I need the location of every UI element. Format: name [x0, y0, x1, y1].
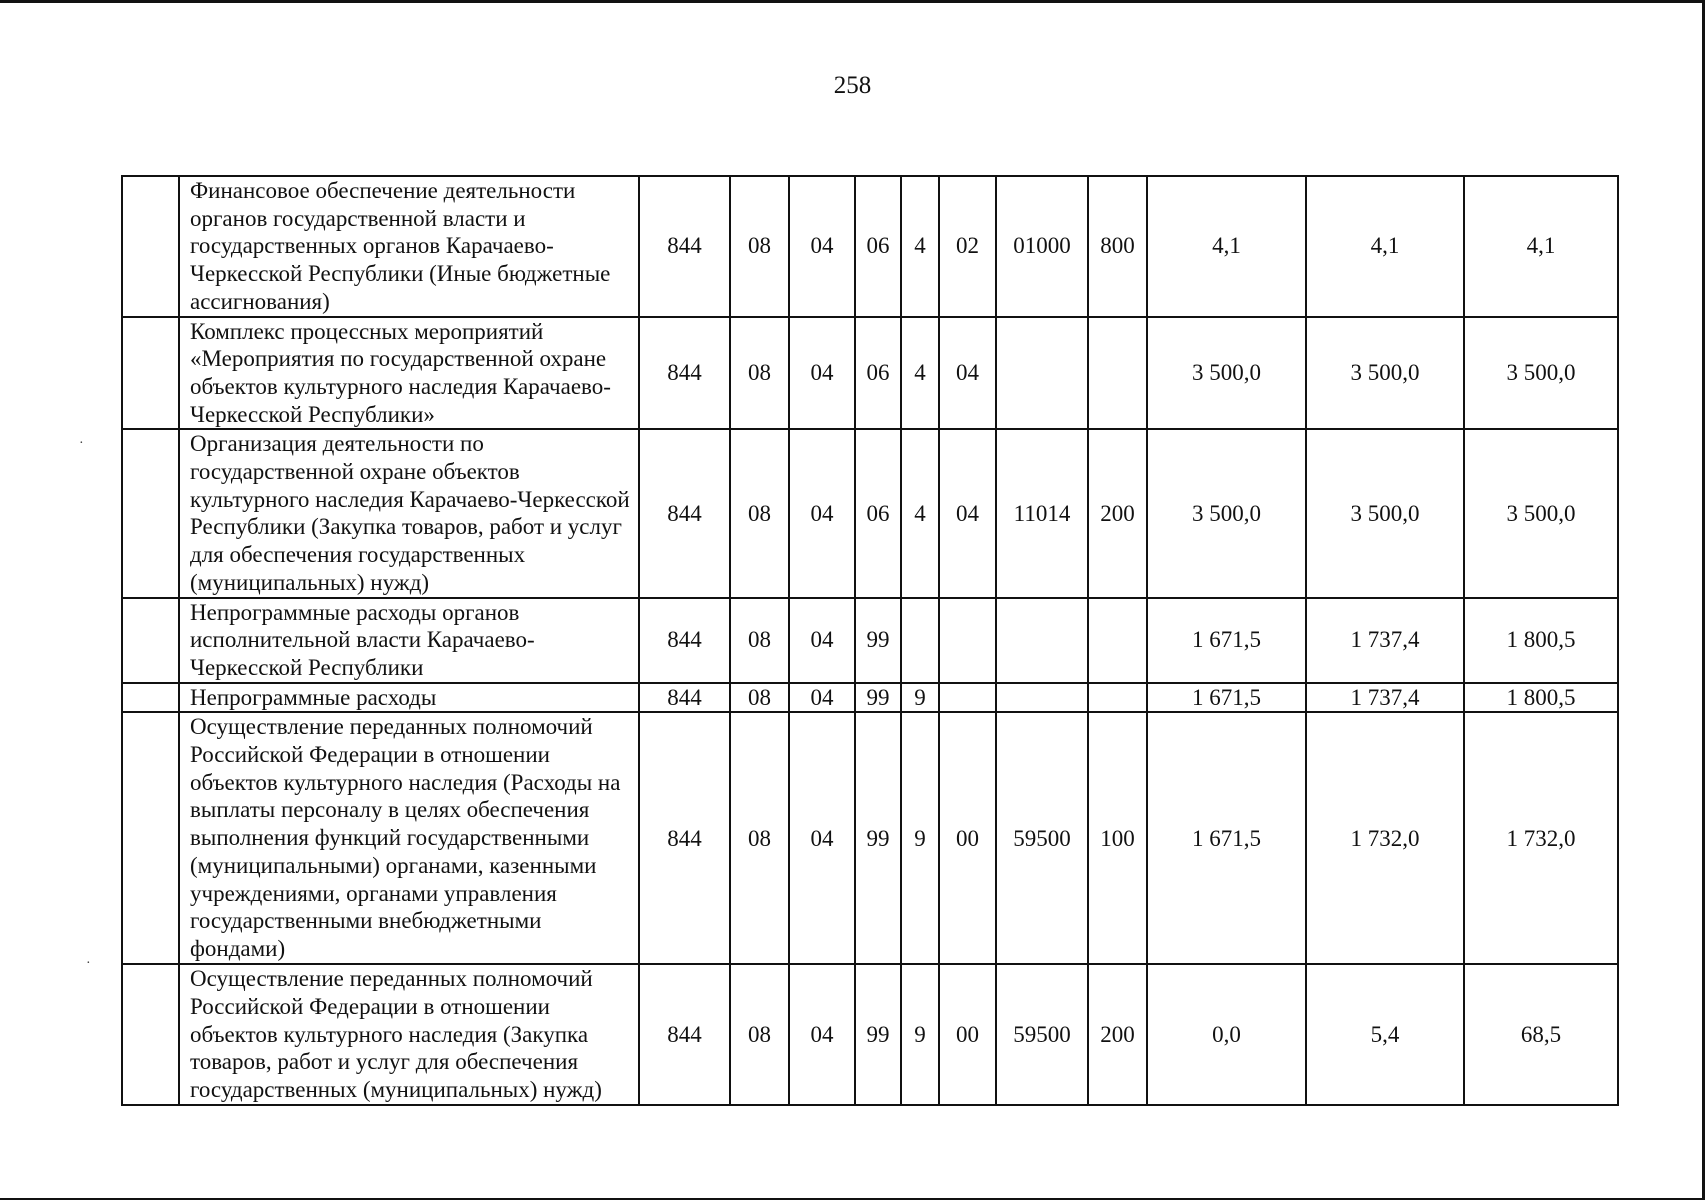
direction-code: 59500	[996, 964, 1088, 1105]
direction-code: 59500	[996, 712, 1088, 964]
program-code: 06	[855, 176, 901, 317]
expense-type-code: 100	[1088, 712, 1147, 964]
group-code: 04	[939, 317, 996, 430]
subsection-code: 04	[789, 683, 855, 713]
amount-year-1: 3 500,0	[1147, 317, 1306, 430]
ved-code: 844	[639, 683, 730, 713]
ved-code: 844	[639, 598, 730, 683]
amount-year-2: 1 732,0	[1306, 712, 1464, 964]
subprogram-code: 4	[901, 317, 939, 430]
subprogram-code	[901, 598, 939, 683]
direction-code: 01000	[996, 176, 1088, 317]
table-row	[122, 598, 1618, 683]
section-code: 08	[730, 683, 789, 713]
program-code: 99	[855, 712, 901, 964]
section-code: 08	[730, 712, 789, 964]
margin-mark: ·	[79, 436, 84, 451]
amount-year-2: 3 500,0	[1306, 317, 1464, 430]
subsection-code: 04	[789, 176, 855, 317]
row-number-cell	[122, 712, 179, 964]
section-code: 08	[730, 598, 789, 683]
subprogram-code: 4	[901, 429, 939, 597]
expense-name: Непрограммные расходы	[179, 683, 639, 713]
subprogram-code: 9	[901, 964, 939, 1105]
table-row	[122, 176, 1618, 317]
amount-year-1: 3 500,0	[1147, 429, 1306, 597]
subprogram-code: 4	[901, 176, 939, 317]
amount-year-2: 5,4	[1306, 964, 1464, 1105]
amount-year-1: 1 671,5	[1147, 712, 1306, 964]
program-code: 99	[855, 964, 901, 1105]
ved-code: 844	[639, 429, 730, 597]
program-code: 06	[855, 429, 901, 597]
amount-year-1: 1 671,5	[1147, 598, 1306, 683]
group-code: 00	[939, 712, 996, 964]
section-code: 08	[730, 429, 789, 597]
subprogram-code: 9	[901, 683, 939, 713]
margin-mark: ·	[86, 956, 91, 971]
direction-code	[996, 598, 1088, 683]
expense-type-code	[1088, 598, 1147, 683]
expense-name: Непрограммные расходы органов исполнительной власти Карачаево-Черкесской Республики	[179, 598, 639, 683]
group-code: 02	[939, 176, 996, 317]
subsection-code: 04	[789, 712, 855, 964]
table-row	[122, 317, 1618, 430]
program-code: 99	[855, 683, 901, 713]
page-number: 258	[833, 72, 872, 99]
expense-name: Комплекс процессных мероприятий «Мероприятия по государственной охране объектов культурного наследия Карачаево-Черкесской Республики»	[179, 317, 639, 430]
amount-year-1: 4,1	[1147, 176, 1306, 317]
row-number-cell	[122, 176, 179, 317]
group-code	[939, 683, 996, 713]
direction-code	[996, 683, 1088, 713]
subsection-code: 04	[789, 964, 855, 1105]
section-code: 08	[730, 964, 789, 1105]
ved-code: 844	[639, 176, 730, 317]
subprogram-code: 9	[901, 712, 939, 964]
table-row	[122, 683, 1618, 713]
table-row	[122, 712, 1618, 964]
expense-type-code	[1088, 317, 1147, 430]
row-number-cell	[122, 429, 179, 597]
expense-type-code	[1088, 683, 1147, 713]
program-code: 06	[855, 317, 901, 430]
expense-name: Финансовое обеспечение деятельности органов государственной власти и государственных органов Карачаево-Черкесской Республики (Иные бюджетные ассигнования)	[179, 176, 639, 317]
direction-code	[996, 317, 1088, 430]
amount-year-2: 1 737,4	[1306, 598, 1464, 683]
amount-year-3: 1 800,5	[1464, 683, 1618, 713]
table-row	[122, 429, 1618, 597]
direction-code: 11014	[996, 429, 1088, 597]
ved-code: 844	[639, 964, 730, 1105]
group-code: 00	[939, 964, 996, 1105]
expense-name: Осуществление переданных полномочий Российской Федерации в отношении объектов культурного наследия (Расходы на выплаты персоналу в целях обеспечения выполнения функций государственными (муниципальными) органами, казенными учреждениями, органами управления государственными внебюджетными фондами)	[179, 712, 639, 964]
amount-year-1: 1 671,5	[1147, 683, 1306, 713]
amount-year-3: 1 800,5	[1464, 598, 1618, 683]
budget-table	[121, 175, 1619, 1106]
section-code: 08	[730, 176, 789, 317]
subsection-code: 04	[789, 429, 855, 597]
expense-type-code: 800	[1088, 176, 1147, 317]
row-number-cell	[122, 683, 179, 713]
row-number-cell	[122, 317, 179, 430]
amount-year-3: 3 500,0	[1464, 429, 1618, 597]
row-number-cell	[122, 964, 179, 1105]
table-row	[122, 964, 1618, 1105]
amount-year-2: 1 737,4	[1306, 683, 1464, 713]
amount-year-3: 3 500,0	[1464, 317, 1618, 430]
group-code	[939, 598, 996, 683]
expense-name: Осуществление переданных полномочий Российской Федерации в отношении объектов культурного наследия (Закупка товаров, работ и услуг для обеспечения государственных (муниципальных) нужд)	[179, 964, 639, 1105]
section-code: 08	[730, 317, 789, 430]
amount-year-3: 68,5	[1464, 964, 1618, 1105]
amount-year-3: 1 732,0	[1464, 712, 1618, 964]
expense-type-code: 200	[1088, 964, 1147, 1105]
subsection-code: 04	[789, 317, 855, 430]
amount-year-1: 0,0	[1147, 964, 1306, 1105]
amount-year-2: 3 500,0	[1306, 429, 1464, 597]
program-code: 99	[855, 598, 901, 683]
ved-code: 844	[639, 712, 730, 964]
expense-name: Организация деятельности по государственной охране объектов культурного наследия Карачаево-Черкесской Республики (Закупка товаров, работ и услуг для обеспечения государственных (муниципальных) нужд)	[179, 429, 639, 597]
group-code: 04	[939, 429, 996, 597]
subsection-code: 04	[789, 598, 855, 683]
expense-type-code: 200	[1088, 429, 1147, 597]
ved-code: 844	[639, 317, 730, 430]
row-number-cell	[122, 598, 179, 683]
amount-year-3: 4,1	[1464, 176, 1618, 317]
amount-year-2: 4,1	[1306, 176, 1464, 317]
